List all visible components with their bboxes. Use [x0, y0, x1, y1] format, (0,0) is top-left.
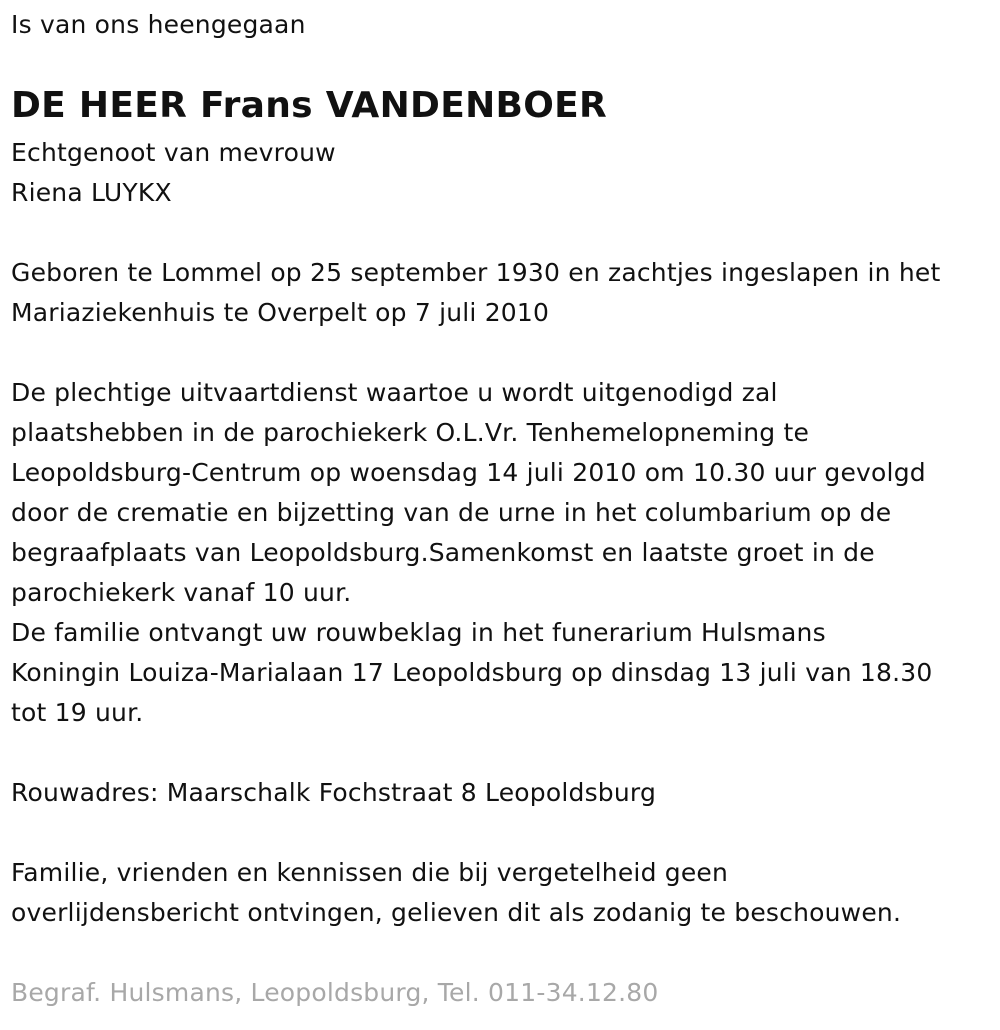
birth-death-section: [11, 253, 940, 333]
birth-line: Geboren te Lommel op 25 september 1930 en zachtjes ingeslapen in het: [11, 258, 941, 287]
mourning-address: Rouwadres: Maarschalk Fochstraat 8 Leopoldsburg: [11, 778, 657, 807]
spouse-name: Riena LUYKX: [11, 178, 172, 207]
intro-text: Is van ons heengegaan: [11, 10, 306, 39]
spouse-section: [11, 133, 336, 213]
death-line: Mariaziekenhuis te Overpelt op 7 juli 2010: [11, 298, 550, 327]
service-line: plaatshebben in de parochiekerk O.L.Vr. Tenhemelopneming te: [11, 418, 810, 447]
condolence-line: De familie ontvangt uw rouwbeklag in het funerarium Hulsmans: [11, 618, 826, 647]
notice-line: Familie, vrienden en kennissen die bij vergetelheid geen: [11, 858, 729, 887]
family-notice-section: [11, 853, 901, 933]
notice-line: overlijdensbericht ontvingen, gelieven dit als zodanig te beschouwen.: [11, 898, 902, 927]
deceased-name: DE HEER Frans VANDENBOER: [11, 85, 608, 126]
service-line: begraafplaats van Leopoldsburg.Samenkomst en laatste groet in de: [11, 538, 875, 567]
spouse-line: Echtgenoot van mevrouw: [11, 138, 336, 167]
service-line: Leopoldsburg-Centrum op woensdag 14 juli 2010 om 10.30 uur gevolgd: [11, 458, 926, 487]
funeral-service-section: [11, 373, 933, 733]
service-line: De plechtige uitvaartdienst waartoe u wordt uitgenodigd zal: [11, 378, 778, 407]
condolence-line: tot 19 uur.: [11, 698, 144, 727]
service-line: parochiekerk vanaf 10 uur.: [11, 578, 352, 607]
service-line: door de crematie en bijzetting van de urne in het columbarium op de: [11, 498, 892, 527]
funeral-home-footer: Begraf. Hulsmans, Leopoldsburg, Tel. 011-34.12.80: [11, 978, 659, 1007]
condolence-line: Koningin Louiza-Marialaan 17 Leopoldsburg op dinsdag 13 juli van 18.30: [11, 658, 933, 687]
